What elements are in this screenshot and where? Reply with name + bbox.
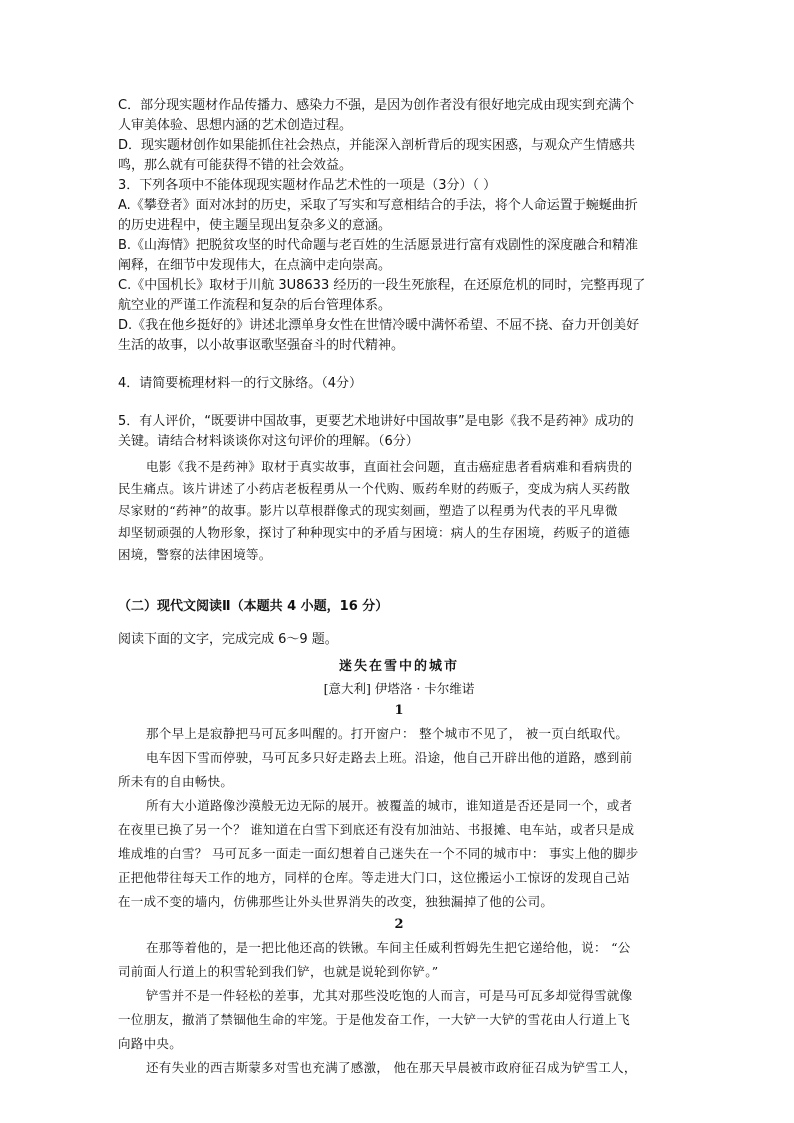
story-title: 迷失在雪中的城市 (338, 659, 459, 674)
story-line: 正把他带往每天工作的地方，同样的仓库。等走进大门口，这位搬运小工惊讶的发现自己站 (118, 870, 631, 885)
q5-stem-line-1: 5．有人评价，“既要讲中国故事，更要艺术地讲好中国故事”是电影《我不是药神》成功的 (118, 414, 634, 429)
q5-answer-line-3: 尽家财的“药神”的故事。影片以草根群像式的现实刻画，塑造了以程勇为代表的平凡卑微 (118, 503, 618, 518)
q4-stem: 4．请简要梳理材料一的行文脉络。（4分） (118, 376, 363, 391)
q5-answer-line-5: 困境，警察的法律困境等。 (118, 547, 272, 562)
q3-option-c-line-1: C.《中国机长》取材于川航 3U8633 经历的一段生死旅程，在还原危机的同时，完整再现了 (118, 278, 646, 293)
exam-page (118, 96, 680, 1080)
story-line: 那个早上是寂静把马可瓦多叫醒的。打开窗户： 整个城市不见了， 被一页白纸取代。 (146, 726, 629, 741)
story-line: 堆成堆的白雪？ 马可瓦多一面走一面幻想着自己迷失在一个不同的城市中： 事实上他的脚步 (118, 846, 639, 861)
story-line: 向路中央。 (118, 1036, 183, 1051)
section-title: （二）现代文阅读Ⅱ（本题共 4 小题，16 分） (118, 599, 389, 614)
q2-option-c-line-1: C．部分现实题材作品传播力、感染力不强，是因为创作者没有很好地完成由现实到充满个 (118, 98, 635, 113)
q3-option-d-line-2: 生活的故事，以小故事讴歌坚强奋斗的时代精神。 (118, 338, 405, 353)
story-line: 在一成不变的墙内，仿佛那些让外头世界消失的改变，独独漏掉了他的公司。 (118, 894, 554, 909)
q2-option-c-line-2: 人审美体验、思想内涵的艺术创造过程。 (118, 118, 353, 133)
story-line: 一位朋友，撤消了禁锢他生命的牢笼。于是他发奋工作，一大铲一大铲的雪花由人行道上飞 (118, 1012, 631, 1027)
q5-answer-line-4: 却坚韧顽强的人物形象，探讨了种种现实中的矛盾与困境：病人的生存困境，药贩子的道德 (118, 525, 631, 540)
q3-stem: 3．下列各项中不能体现现实题材作品艺术性的一项是（3分）（ ） (118, 178, 497, 193)
story-line: 还有失业的西吉斯蒙多对雪也充满了感激， 他在那天早晨被市政府征召成为铲雪工人， (146, 1060, 637, 1075)
story-line: 铲雪并不是一件轻松的差事，尤其对那些没吃饱的人而言，可是马可瓦多却觉得雪就像 (146, 988, 633, 1003)
q2-option-d-line-2: 鸣，那么就有可能获得不错的社会效益。 (118, 158, 353, 173)
section-instruction: 阅读下面的文字，完成完成 6～9 题。 (118, 632, 338, 647)
q3-option-c-line-2: 航空业的严谨工作流程和复杂的后台管理体系。 (118, 298, 392, 313)
story-line: 所未有的自由畅快。 (118, 774, 234, 789)
story-line: 电车因下雪而停驶，马可瓦多只好走路去上班。沿途，他自己开辟出他的道路，感到前 (146, 750, 633, 765)
story-part-2 (118, 936, 680, 1080)
q2-option-d-line-1: D．现实题材创作如果能抓住社会热点，并能深入剖析背后的现实困惑，与观众产生情感共 (118, 138, 636, 153)
story-author: [意大利] 伊塔洛 · 卡尔维诺 (323, 681, 475, 696)
q3-option-a-line-2: 的历史进程中，使主题呈现出复杂多义的意涵。 (118, 218, 392, 233)
story-line: 司前面人行道上的积雪轮到我们铲，也就是说轮到你铲。” (118, 964, 439, 979)
story-line: 所有大小道路像沙漠般无边无际的展开。被覆盖的城市，谁知道是否还是同一个，或者 (146, 798, 633, 813)
story-part-1 (118, 722, 680, 914)
q3-option-a-line-1: A.《攀登者》面对冰封的历史，采取了写实和写意相结合的手法，将个人命运置于蜿蜒曲折 (118, 198, 638, 213)
q5-stem-line-2: 关键。请结合材料谈谈你对这句评价的理解。（6分） (118, 434, 419, 449)
story-part-number: 1 (394, 703, 404, 718)
q5-answer-line-2: 民生痛点。该片讲述了小药店老板程勇从一个代购、贩药牟财的药贩子，变成为病人买药散 (118, 481, 631, 496)
q5-answer-line-1: 电影《我不是药神》取材于真实故事，直面社会问题，直击癌症患者看病难和看病贵的 (146, 459, 633, 474)
q3-option-b-line-1: B.《山海情》把脱贫攻坚的时代命题与老百姓的生活愿景进行富有戏剧性的深度融合和精准 (118, 238, 639, 253)
story-line: 在夜里已换了另一个？ 谁知道在白雪下到底还有没有加油站、书报摊、电车站，或者只是成 (118, 822, 635, 837)
spacer (118, 394, 680, 412)
story-part-number: 2 (394, 917, 404, 932)
spacer (118, 356, 680, 374)
spacer (118, 566, 680, 584)
story-line: 在那等着他的，是一把比他还高的铁锹。车间主任威利哲姆先生把它递给他，说： “公 (146, 940, 631, 955)
q3-option-d-line-1: D.《我在他乡挺好的》讲述北漂单身女性在世情冷暖中满怀希望、不屈不挠、奋力开创美好 (118, 318, 640, 333)
q3-option-b-line-2: 阐释，在细节中发现伟大，在点滴中走向崇高。 (118, 258, 392, 273)
